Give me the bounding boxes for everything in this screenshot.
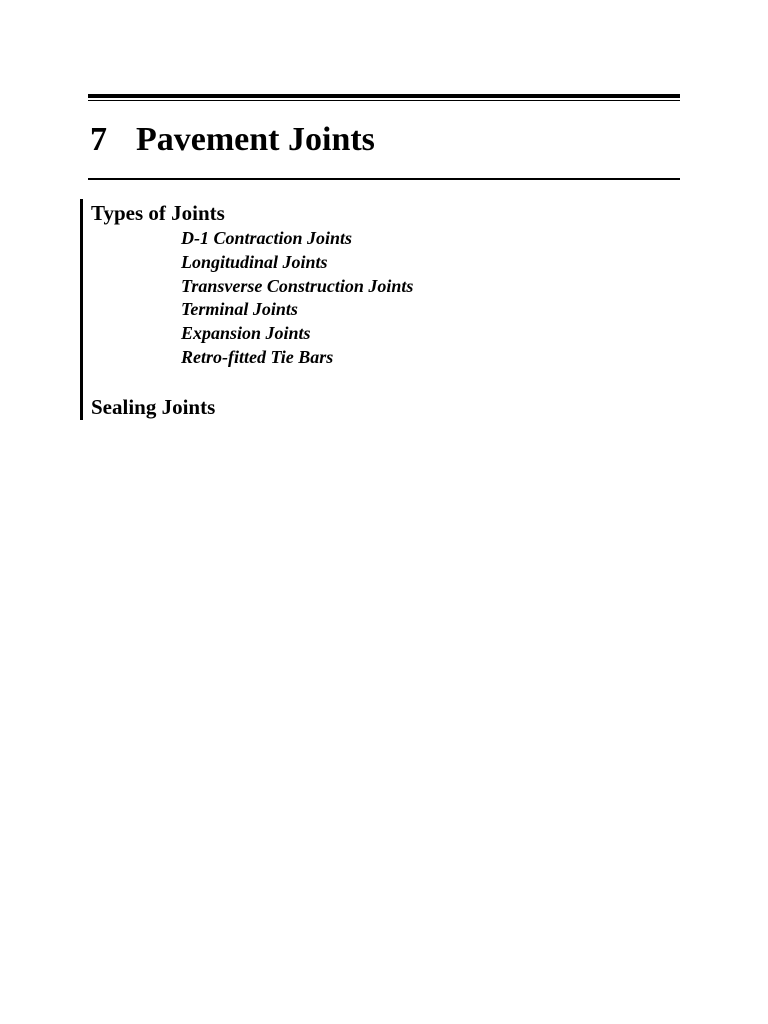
contents-side-bar <box>80 199 83 420</box>
toc-item-terminal-joints[interactable]: Terminal Joints <box>181 299 298 320</box>
chapter-number: 7 <box>90 121 107 158</box>
chapter-heading <box>90 118 375 162</box>
toc-item-longitudinal-joints[interactable]: Longitudinal Joints <box>181 251 328 272</box>
top-double-rule-thin <box>88 100 680 101</box>
top-double-rule-thick <box>88 94 680 98</box>
toc-section-types-of-joints[interactable]: Types of Joints <box>91 201 225 225</box>
toc-section-sealing-joints[interactable]: Sealing Joints <box>91 395 216 419</box>
heading-underline-rule <box>88 178 680 180</box>
toc-item-transverse-construction-joints[interactable]: Transverse Construction Joints <box>181 275 414 296</box>
toc-item-expansion-joints[interactable]: Expansion Joints <box>181 323 311 344</box>
chapter-title: Pavement Joints <box>136 121 375 158</box>
toc-item-retro-fitted-tie-bars[interactable]: Retro-fitted Tie Bars <box>181 346 334 367</box>
toc-subsection-list <box>181 227 413 370</box>
toc-item-d1-contraction-joints[interactable]: D-1 Contraction Joints <box>181 228 353 248</box>
